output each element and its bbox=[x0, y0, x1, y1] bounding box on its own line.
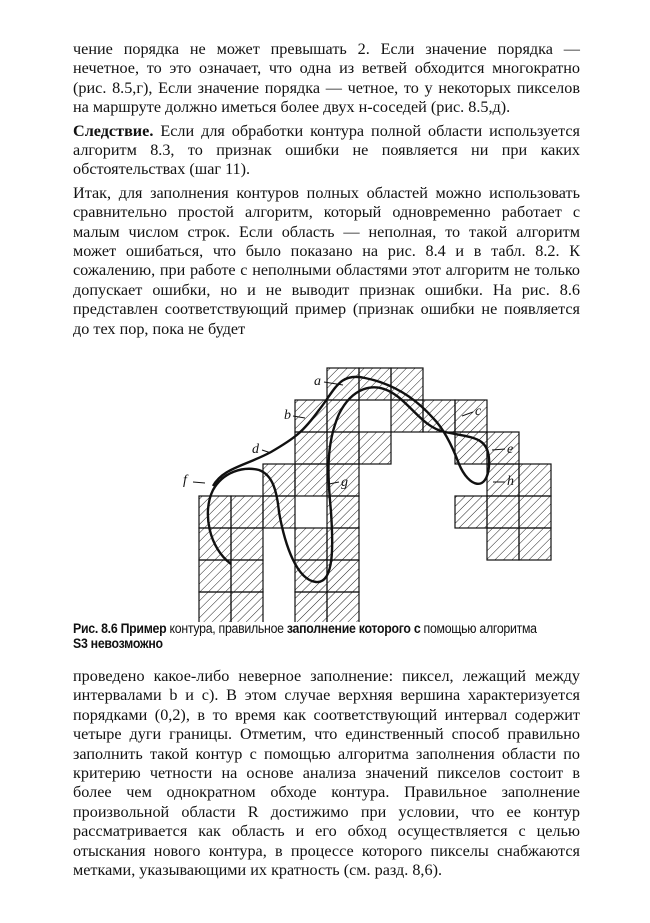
boundary-pixel bbox=[295, 592, 327, 622]
label-c: c bbox=[475, 404, 482, 419]
caption-seg-4: помощью алгоритма bbox=[420, 621, 537, 636]
boundary-pixel bbox=[295, 432, 327, 464]
pixel-contour-diagram bbox=[73, 362, 580, 622]
bottom-text-block bbox=[73, 667, 580, 880]
figure-caption bbox=[73, 621, 539, 651]
label-f: f bbox=[183, 473, 187, 488]
boundary-pixel bbox=[423, 400, 455, 432]
boundary-pixel bbox=[487, 464, 519, 496]
caption-seg-3: заполнение которого с bbox=[286, 621, 421, 636]
boundary-pixel bbox=[327, 560, 359, 592]
caption-seg-5: S3 невозможно bbox=[73, 636, 163, 651]
boundary-pixel bbox=[519, 528, 551, 560]
paragraph-corollary bbox=[73, 122, 580, 180]
boundary-pixel bbox=[359, 432, 391, 464]
label-b: b bbox=[284, 408, 291, 423]
label-a: a bbox=[314, 374, 321, 389]
boundary-pixel-grid bbox=[199, 368, 551, 622]
paragraph-order-parity: чение порядка не может превышать 2. Если значение порядка — нечетное, то это означает, что одна из ветвей обходится многократно (рис. 8.5,г), Если значение порядка — четное, то у некоторых пикселов на маршруте должно иметься более двух н-соседей (рис. 8.5,д). bbox=[73, 40, 580, 117]
boundary-pixel bbox=[295, 464, 327, 496]
boundary-pixel bbox=[487, 496, 519, 528]
label-e: e bbox=[507, 442, 514, 457]
boundary-pixel bbox=[231, 560, 263, 592]
caption-seg-1: Пример bbox=[120, 621, 167, 636]
caption-number: Рис. 8.6 bbox=[73, 621, 118, 636]
paragraph-parity-fill: проведено какое-либо неверное заполнение: пиксел, лежащий между интервалами b и c). В этом случае верхняя вершина характеризуется порядками (0,2), в то время как соответствующий интервал содержит четыре дуги границы. Отметим, что единственный способ правильно заполнить такой контур с помощью алгоритма заполнения области по критерию четности на основе анализа значений пикселов состоит в более чем однократном обходе контура. Правильное заполнение произвольной области R достижимо при условии, что ее контур рассматривается как область и его обход осуществляется с целью отыскания нового контура, в процессе которого пикселы снабжаются метками, указывающими их кратность (см. разд. 8,6). bbox=[73, 667, 580, 880]
boundary-pixel bbox=[295, 528, 327, 560]
label-d: d bbox=[252, 442, 259, 457]
boundary-pixel bbox=[295, 560, 327, 592]
boundary-pixel bbox=[455, 400, 487, 432]
boundary-pixel bbox=[263, 464, 295, 496]
corollary-heading: Следствие. bbox=[73, 121, 154, 140]
top-text-block bbox=[73, 40, 580, 339]
boundary-pixel bbox=[487, 432, 519, 464]
boundary-pixel bbox=[199, 592, 231, 622]
boundary-pixel bbox=[231, 496, 263, 528]
boundary-pixel bbox=[327, 592, 359, 622]
boundary-pixel bbox=[231, 592, 263, 622]
paragraph-complete-regions: Итак, для заполнения контуров полных областей можно использовать сравнительно простой алгоритм, который одновременно работает с малым числом строк. Если область — неполная, то такой алгоритм может ошибаться, что было показано на рис. 8.4 и в табл. 8.2. К сожалению, при работе с неполными областями этот алгоритм не только допускает ошибки, но и не выводит признак ошибки. На рис. 8.6 представлен соответствующий пример (признак ошибки не появляется до тех пор, пока не будет bbox=[73, 183, 580, 338]
label-g: g bbox=[341, 475, 348, 490]
corollary-text: Если для обработки контура полной области используется алгоритм 8.3, то признак ошибки не появляется ни при каких обстоятельствах (шаг 11). bbox=[73, 121, 580, 179]
boundary-pixel bbox=[455, 496, 487, 528]
caption-seg-2: контура, правильное bbox=[166, 621, 287, 636]
figure-8-6 bbox=[73, 362, 580, 652]
boundary-pixel bbox=[519, 496, 551, 528]
boundary-pixel bbox=[199, 496, 231, 528]
boundary-pixel bbox=[519, 464, 551, 496]
boundary-pixel bbox=[231, 528, 263, 560]
boundary-pixel bbox=[199, 560, 231, 592]
boundary-pixel bbox=[487, 528, 519, 560]
label-h: h bbox=[507, 474, 514, 489]
